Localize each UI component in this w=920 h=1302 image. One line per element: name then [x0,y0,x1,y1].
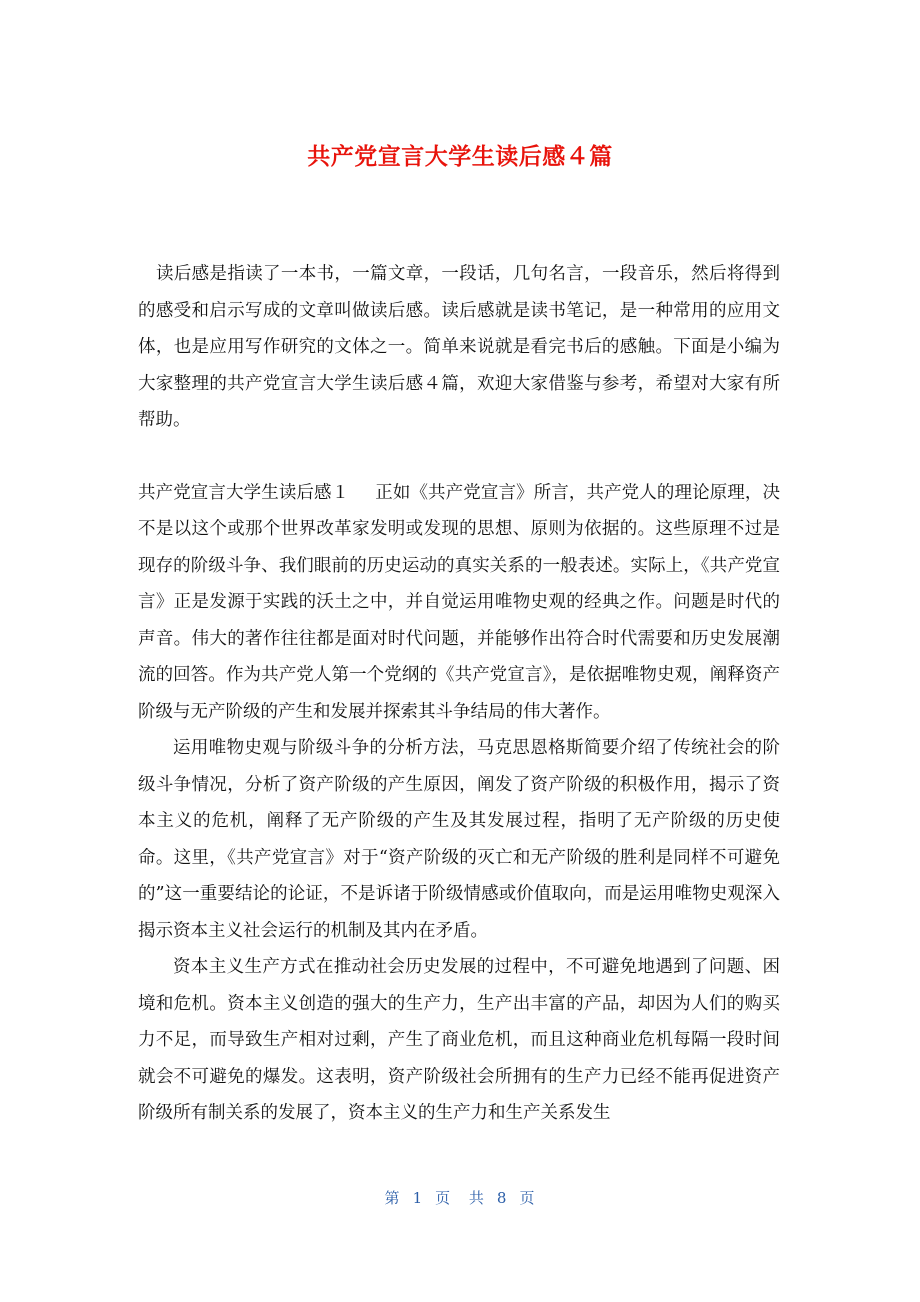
section-1-paragraph-3: 资本主义生产方式在推动社会历史发展的过程中，不可避免地遇到了问题、困境和危机。资本主义创造的强大的生产力，生产出丰富的产品，却因为人们的购买力不足，而导致生产相对过剩，产生了商业危机，而且这种商业危机每隔一段时间就会不可避免的爆发。这表明，资产阶级社会所拥有的生产力已经不能再促进资产阶级所有制关系的发展了，资本主义的生产力和生产关系发生 [138,957,780,1123]
section-1-first-paragraph [138,475,780,731]
intro-paragraph: 读后感是指读了一本书，一篇文章，一段话，几句名言，一段音乐，然后将得到的感受和启示写成的文章叫做读后感。读后感就是读书笔记，是一种常用的应用文体，也是应用写作研究的文体之一。简单来说就是看完书后的感触。下面是小编为大家整理的共产党宣言大学生读后感４篇，欢迎大家借鉴与参考，希望对大家有所帮助。 [138,264,780,430]
section-1-paragraph-1-text: 正如《共产党宣言》所言，共产党人的理论原理，决不是以这个或那个世界改革家发明或发现的思想、原则为依据的。这些原理不过是现存的阶级斗争、我们眼前的历史运动的真实关系的一般表述。实际上，《共产党宣言》正是发源于实践的沃土之中，并自觉运用唯物史观的经典之作。问题是时代的声音。伟大的著作往往都是面对时代问题，并能够作出符合时代需要和历史发展潮流的回答。作为共产党人第一个党纲的《共产党宣言》，是依据唯物史观，阐释资产阶级与无产阶级的产生和发展并探索其斗争结局的伟大著作。 [138,482,780,722]
document-title: 共产党宣言大学生读后感４篇 [307,144,613,170]
section-1-paragraph-2: 运用唯物史观与阶级斗争的分析方法，马克思恩格斯简要介绍了传统社会的阶级斗争情况，分析了资产阶级的产生原因，阐发了资产阶级的积极作用，揭示了资本主义的危机，阐释了无产阶级的产生及其发展过程，指明了无产阶级的历史使命。这里，《共产党宣言》对于“资产阶级的灭亡和无产阶级的胜利是同样不可避免的”这一重要结论的论证，不是诉诸于阶级情感或价值取向，而是运用唯物史观深入揭示资本主义社会运行的机制及其内在矛盾。 [138,738,780,941]
footer-label-of: 页 共 [435,1189,485,1207]
footer-label-end: 页 [519,1189,536,1207]
section-1-heading: 共产党宣言大学生读后感１ [138,482,350,503]
footer-current-page: 1 [412,1189,424,1207]
page-footer [0,1187,920,1208]
footer-label-page: 第 [384,1189,401,1207]
footer-total-pages: 8 [496,1189,508,1207]
document-body [138,256,780,1132]
